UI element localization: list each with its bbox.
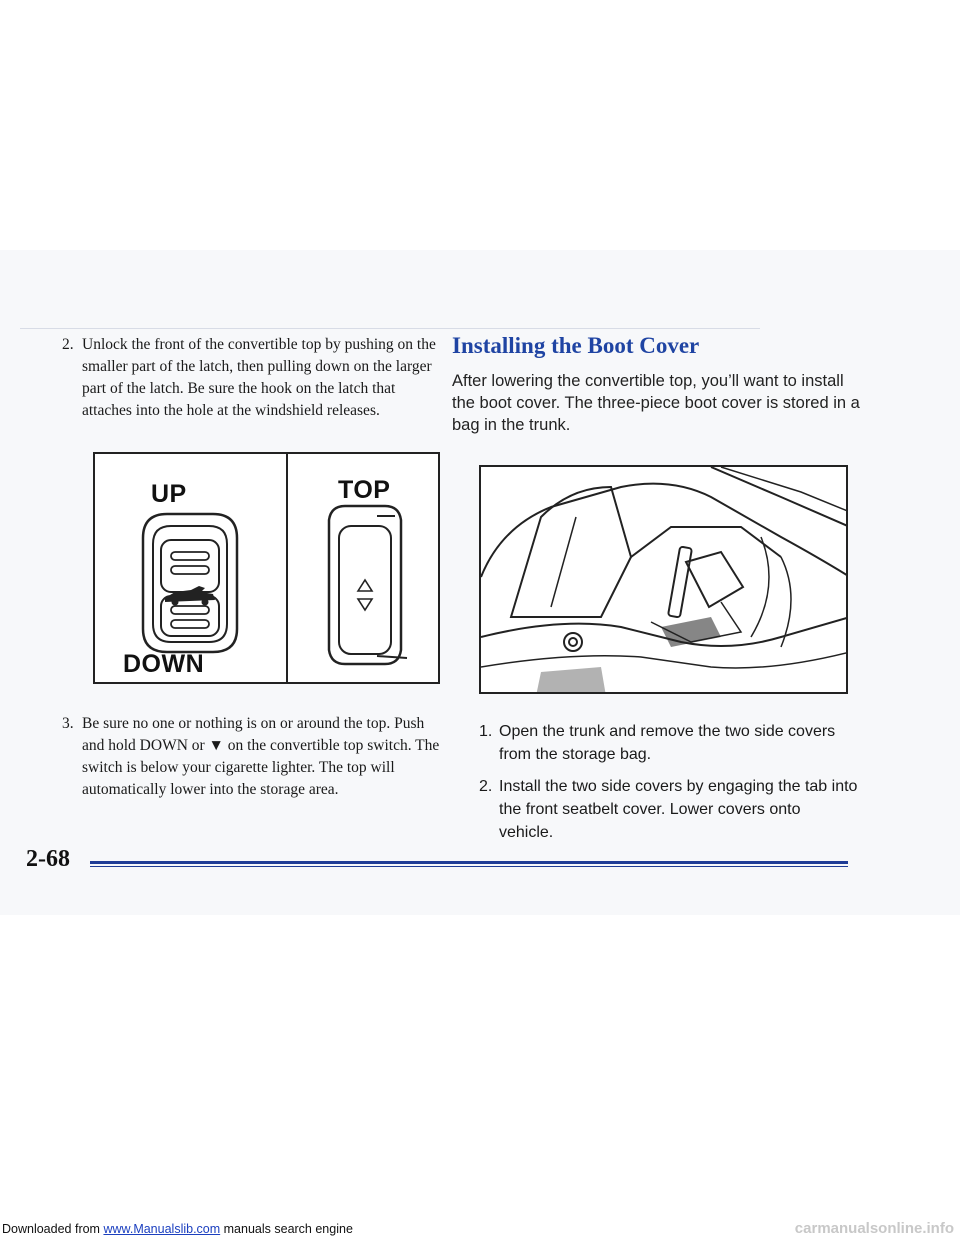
up-arrow-icon [358,580,372,591]
source-bar [0,1216,960,1242]
step-2-number: 2. [62,336,74,353]
footer-rule-thin [90,866,848,867]
step-2 [62,334,442,422]
label-top: TOP [338,476,391,504]
section-heading: Installing the Boot Cover [452,333,700,358]
convertible-car-icon [165,586,215,606]
top-rule [20,328,760,329]
switch-drawings [95,454,442,686]
page-number: 2-68 [26,846,70,872]
label-up: UP [151,480,187,508]
source-text [2,1216,353,1242]
footer-rule [90,861,848,864]
boot-cover-illustration [481,467,848,694]
step-3 [62,713,442,801]
source-suffix: manuals search engine [220,1222,353,1236]
boot-step-1-number: 1. [479,723,493,740]
boot-step-2-text: Install the two side covers by engaging the tab into the front seatbelt cover. Lower covers onto vehicle. [499,778,858,841]
source-prefix: Downloaded from [2,1222,104,1236]
boot-step-1 [479,720,859,766]
rocker-switch-icon [143,514,237,652]
boot-step-2 [479,775,859,844]
boot-step-1-text: Open the trunk and remove the two side covers from the storage bag. [499,723,836,763]
step-2-text: Unlock the front of the convertible top by pushing on the smaller part of the latch, then pulling down on the larger part of the latch. Be sure the hook on the latch that attaches into the hole at the windshield releases. [82,336,436,419]
down-arrow-icon [358,599,372,610]
intro-paragraph: After lowering the convertible top, you’ll want to install the boot cover. The three-piece boot cover is stored in a bag in the trunk. [452,372,860,434]
manualslib-link[interactable]: www.Manualslib.com [103,1222,221,1236]
boot-cover-figure [479,465,848,694]
step-3-text: Be sure no one or nothing is on or around the top. Push and hold DOWN or ▼ on the convertible top switch. The switch is below your cigarette lighter. The top will automatically lower into the storage area. [82,715,440,798]
label-down: DOWN [123,650,205,678]
switch-figure [93,452,440,684]
boot-step-2-number: 2. [479,778,493,795]
watermark: carmanualsonline.info [794,1220,954,1237]
step-3-number: 3. [62,715,74,732]
